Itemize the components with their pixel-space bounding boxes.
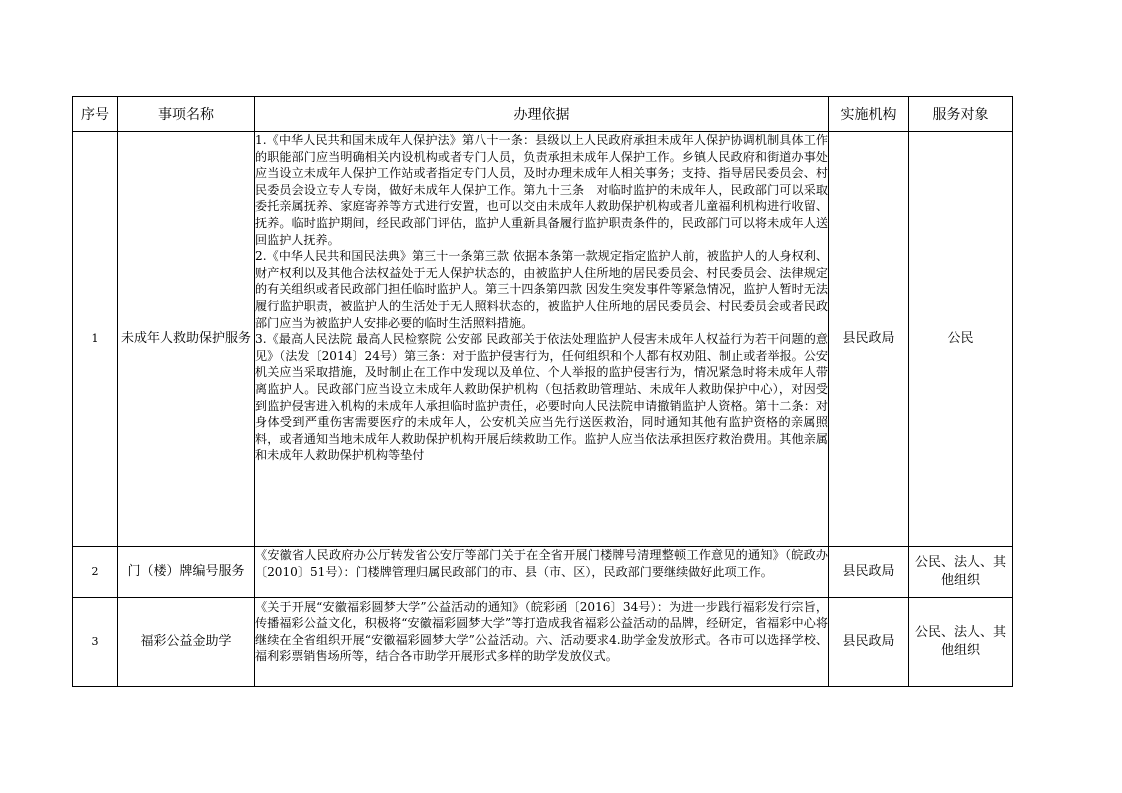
item-name: 门（楼）牌编号服务 bbox=[118, 547, 255, 598]
row-index: 1 bbox=[73, 132, 118, 547]
agency: 县民政局 bbox=[829, 132, 909, 547]
table-row bbox=[73, 547, 1013, 598]
table-header-row bbox=[73, 97, 1013, 132]
table-row bbox=[73, 598, 1013, 687]
header-index: 序号 bbox=[73, 97, 118, 132]
basis-paragraph: 1.《中华人民共和国未成年人保护法》第八十一条：县级以上人民政府承担未成年人保护协调机制具体工作的职能部门应当明确相关内设机构或者专门人员，负责承担未成年人保护工作。乡镇人民政府和街道办事处应当设立未成年人保护工作站或者指定专门人员，及时办理未成年人相关事务；支持、指导居民委员会、村民委员会设立专人专岗，做好未成年人保护工作。第九十三条 对临时监护的未成年人，民政部门可以采取委托亲属抚养、家庭寄养等方式进行安置，也可以交由未成年人救助保护机构或者儿童福利机构进行收留、抚养。临时监护期间，经民政部门评估，监护人重新具备履行监护职责条件的，民政部门可以将未成年人送回监护人抚养。 bbox=[255, 133, 828, 247]
item-name: 福彩公益金助学 bbox=[118, 598, 255, 687]
basis-paragraph: 3.《最高人民法院 最高人民检察院 公安部 民政部关于依法处理监护人侵害未成年人权益行为若干问题的意见》（法发〔2014〕24号）第三条：对于监护侵害行为，任何组织和个人都有权劝阻、制止或者举报。公安机关应当采取措施，及时制止在工作中发现以及单位、个人举报的监护侵害行为，情况紧急时将未成年人带离监护人。民政部门应当设立未成年人救助保护机构（包括救助管理站、未成年人救助保护中心），对因受到监护侵害进入机构的未成年人承担临时监护责任，必要时向人民法院申请撤销监护人资格。第十二条：对身体受到严重伤害需要医疗的未成年人，公安机关应当先行送医救治，同时通知其他有监护资格的亲属照料，或者通知当地未成年人救助保护机构开展后续救助工作。监护人应当依法承担医疗救治费用。其他亲属和未成年人救助保护机构等垫付 bbox=[255, 332, 828, 463]
item-name: 未成年人救助保护服务 bbox=[118, 132, 255, 547]
row-index: 2 bbox=[73, 547, 118, 598]
service-table bbox=[72, 96, 1013, 687]
agency: 县民政局 bbox=[829, 547, 909, 598]
header-item-name: 事项名称 bbox=[118, 97, 255, 132]
agency: 县民政局 bbox=[829, 598, 909, 687]
service-target: 公民、法人、其他组织 bbox=[909, 547, 1013, 598]
header-basis: 办理依据 bbox=[255, 97, 829, 132]
header-target: 服务对象 bbox=[909, 97, 1013, 132]
service-target: 公民 bbox=[909, 132, 1013, 547]
header-agency: 实施机构 bbox=[829, 97, 909, 132]
basis-paragraph: 《关于开展“安徽福彩圆梦大学”公益活动的通知》（皖彩函〔2016〕34号）：为进一步践行福彩发行宗旨，传播福彩公益文化，积极将“安徽福彩圆梦大学”等打造成我省福彩公益活动的品牌，经研定，省福彩中心将继续在全省组织开展“安徽福彩圆梦大学”公益活动。六、活动要求4.助学金发放形式。各市可以选择学校、福利彩票销售场所等，结合各市助学开展形式多样的助学发放仪式。 bbox=[255, 599, 828, 664]
basis-cell bbox=[255, 547, 829, 598]
basis-paragraph: 2.《中华人民共和国民法典》第三十一条第三款 依据本条第一款规定指定监护人前，被监护人的人身权利、财产权利以及其他合法权益处于无人保护状态的，由被监护人住所地的居民委员会、村民委员会、法律规定的有关组织或者民政部门担任临时监护人。第三十四条第四款 因发生突发事件等紧急情况，监护人暂时无法履行监护职责，被监护人的生活处于无人照料状态的，被监护人住所地的居民委员会、村民委员会或者民政部门应当为被监护人安排必要的临时生活照料措施。 bbox=[255, 249, 828, 330]
row-index: 3 bbox=[73, 598, 118, 687]
basis-paragraph: 《安徽省人民政府办公厅转发省公安厅等部门关于在全省开展门楼牌号清理整顿工作意见的通知》（皖政办〔2010〕51号）：门楼牌管理归属民政部门的市、县（市、区），民政部门要继续做好此项工作。 bbox=[255, 548, 828, 579]
basis-cell bbox=[255, 132, 829, 547]
service-target: 公民、法人、其他组织 bbox=[909, 598, 1013, 687]
basis-cell bbox=[255, 598, 829, 687]
table-row bbox=[73, 132, 1013, 547]
